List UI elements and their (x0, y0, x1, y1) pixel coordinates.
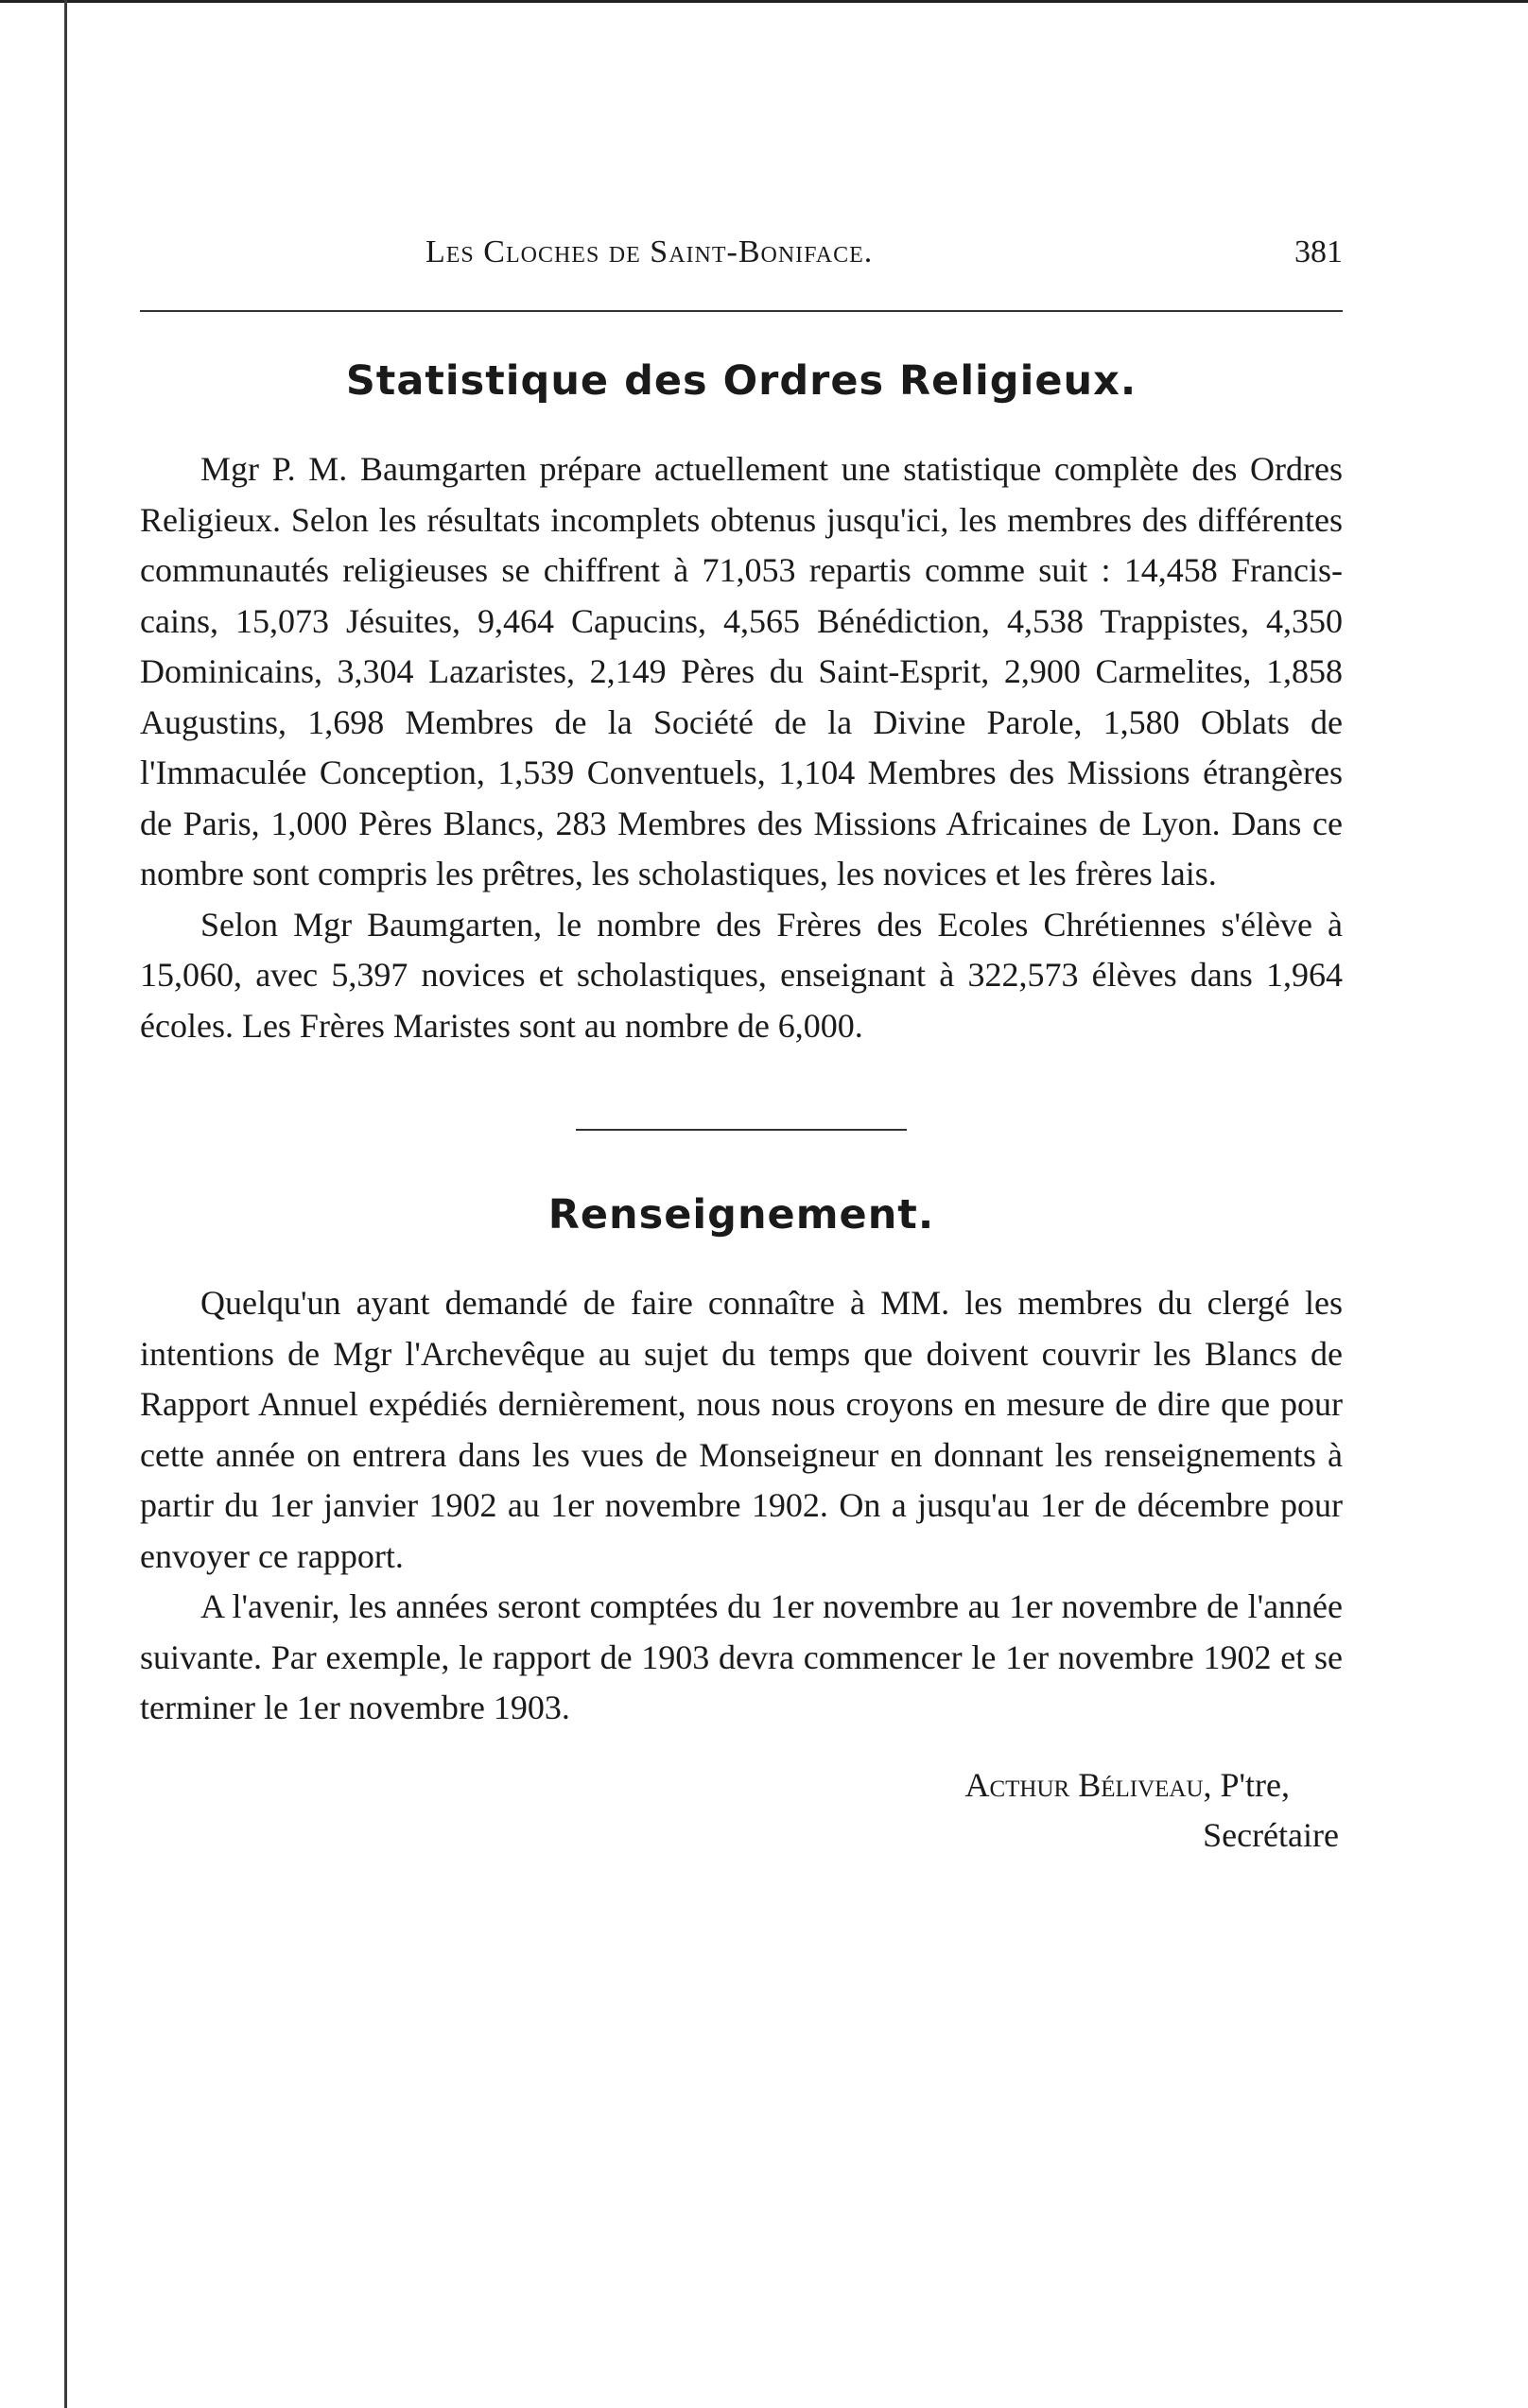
signature-name-line (140, 1760, 1339, 1811)
page-number: 381 (1294, 234, 1343, 269)
header-rule (140, 310, 1343, 312)
paragraph: A l'avenir, les années seront comptées du 1er novembre au 1er novembre de l'année suivante. Par exemple, le rapport de 1903 devra commencer le 1er novembre 1902 et se terminer le 1er novembre 1903. (140, 1587, 1343, 1726)
section-statistique-body (140, 444, 1343, 1051)
section-title-statistique: Statistique des Ordres Religieux. (345, 357, 1137, 405)
section-title-renseignement: Renseignement. (547, 1191, 935, 1239)
signature-name: Acthur Béliveau (964, 1765, 1204, 1804)
paragraph: Selon Mgr Baumgarten, le nombre des Frères des Ecoles Chrétiennes s'élève à 15,060, avec 5,397 novices et scholastiques, enseignant à 322,573 élèves dans 1,964 écoles. Les Frères Maristes sont au nombre de 6,000. (140, 905, 1343, 1045)
binding-edge-line (64, 0, 67, 2408)
signature-role: Secrétaire (1203, 1816, 1339, 1854)
signature-block (140, 1760, 1343, 1862)
paragraph: Mgr P. M. Baumgarten prépare actuellement une statistique complète des Ordres Religieux. Selon les résultats incomplets obtenus jusqu'ici, les membres des différentes communautés religieuses se chiffrent à 71,053 repartis comme suit : 14,458 Franciscains, 15,073 Jésuites, 9,464 Capucins, 4,565 Bénédiction, 4,538 Trappistes, 4,350 Dominicains, 3,304 Lazaristes, 2,149 Pères du Saint-Esprit, 2,900 Carmelites, 1,858 Augustins, 1,698 Membres de la Société de la Divine Parole, 1,580 Oblats de l'Immaculée Conception, 1,539 Conventuels, 1,104 Membres des Missions étrangères de Paris, 1,000 Pères Blancs, 283 Membres des Missions Africaines de Lyon. Dans ce nombre sont compris les prêtres, les scholastiques, les novices et les frères lais. (140, 450, 1343, 892)
page-body (140, 227, 1343, 1862)
running-head (140, 227, 1343, 284)
running-head-title: Les Cloches de Saint-Boniface. (425, 234, 874, 269)
page-top-edge (0, 0, 1528, 13)
section-divider (576, 1129, 907, 1131)
section-renseignement-body (140, 1278, 1343, 1734)
paragraph: Quelqu'un ayant demandé de faire connaître à MM. les membres du clergé les intentions de Mgr l'Archevêque au sujet du temps que doivent couvrir les Blancs de Rapport Annuel expédiés dernièrement, nous nous croyons en mesure de dire que pour cette année on entrera dans les vues de Monseigneur en donnant les renseignements à partir du 1er janvier 1902 au 1er novembre 1902. On a jusqu'au 1er de décembre pour envoyer ce rapport. (140, 1284, 1343, 1575)
signature-title-suffix: , P'tre, (1203, 1765, 1290, 1804)
